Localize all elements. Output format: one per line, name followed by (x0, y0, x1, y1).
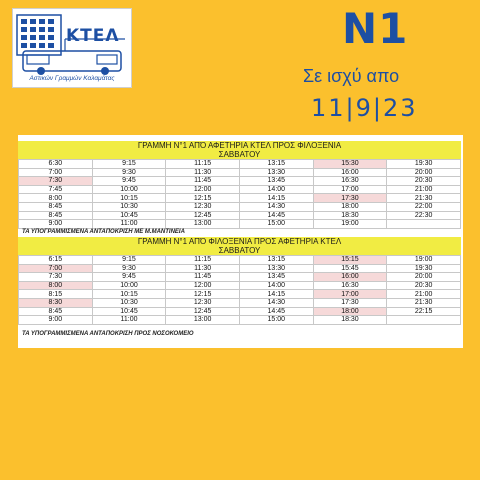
departure-time-cell: 21:00 (387, 290, 461, 299)
departure-time-cell: 10:15 (92, 290, 166, 299)
departure-time-cell: 8:30 (19, 298, 93, 307)
section2-note: ΤΑ ΥΠΟΓΡΑΜΜΙΣΜΕΝΑ ΑΝΤΑΠΟΚΡΙΣΗ ΠΡΟΣ ΝΟΣΟΚΟΜΕΙΟ (22, 331, 194, 337)
departure-time-cell: 20:00 (387, 168, 461, 177)
table-row (19, 256, 461, 265)
departure-time-cell: 20:30 (387, 281, 461, 290)
departure-time-cell: 12:45 (166, 307, 240, 316)
departure-time-cell: 22:15 (387, 307, 461, 316)
departure-time-cell: 9:30 (92, 168, 166, 177)
departure-time-cell: 18:30 (313, 316, 387, 325)
departure-time-cell: 14:00 (239, 185, 313, 194)
table-row (19, 211, 461, 220)
table-row (19, 168, 461, 177)
table-row (19, 281, 461, 290)
departure-time-cell: 14:00 (239, 281, 313, 290)
departure-time-cell: 9:30 (92, 264, 166, 273)
departure-time-cell: 8:45 (19, 307, 93, 316)
departure-time-cell: 15:00 (239, 220, 313, 229)
timetable-sheet (18, 135, 463, 348)
departure-time-cell: 17:00 (313, 185, 387, 194)
departure-time-cell: 18:30 (313, 211, 387, 220)
logo-subtitle: Αστικών Γραμμών Καλαμάτας (29, 75, 115, 82)
departure-time-cell: 6:30 (19, 160, 93, 169)
departure-time-cell: 21:00 (387, 185, 461, 194)
table-row (19, 273, 461, 282)
table-row (19, 194, 461, 203)
departure-time-cell: 19:00 (387, 256, 461, 265)
departure-time-cell: 9:15 (92, 160, 166, 169)
departure-time-cell: 18:00 (313, 307, 387, 316)
departure-time-cell: 7:30 (19, 177, 93, 186)
section2-day: ΣΑΒΒΑΤΟΥ (18, 246, 461, 255)
departure-time-cell: 8:00 (19, 281, 93, 290)
departure-time-cell: 11:30 (166, 168, 240, 177)
departure-time-cell: 17:30 (313, 298, 387, 307)
departure-time-cell: 22:30 (387, 211, 461, 220)
departure-time-cell: 9:00 (19, 316, 93, 325)
departure-time-cell: 10:45 (92, 307, 166, 316)
departure-time-cell: 19:30 (387, 264, 461, 273)
departure-time-cell: 14:30 (239, 202, 313, 211)
departure-time-cell: 17:00 (313, 290, 387, 299)
departure-time-cell: 10:45 (92, 211, 166, 220)
departure-time-cell: 15:45 (313, 264, 387, 273)
departure-time-cell: 21:30 (387, 194, 461, 203)
table-row (19, 177, 461, 186)
departure-time-cell: 14:15 (239, 194, 313, 203)
departure-time-cell: 20:30 (387, 177, 461, 186)
departure-time-cell: 10:15 (92, 194, 166, 203)
departure-time-cell: 15:00 (239, 316, 313, 325)
departure-time-cell: 10:00 (92, 185, 166, 194)
departure-time-cell: 16:00 (313, 168, 387, 177)
departure-time-cell: 15:30 (313, 160, 387, 169)
departure-time-cell: 13:30 (239, 264, 313, 273)
section2-table (18, 255, 461, 325)
departure-time-cell: 8:45 (19, 202, 93, 211)
departure-time-cell: 21:30 (387, 298, 461, 307)
ktel-logo (12, 8, 132, 88)
table-row (19, 220, 461, 229)
departure-time-cell: 7:00 (19, 264, 93, 273)
departure-time-cell: 8:15 (19, 290, 93, 299)
departure-time-cell: 11:30 (166, 264, 240, 273)
validity-label: Σε ισχύ απο (303, 66, 400, 86)
departure-time-cell: 16:30 (313, 177, 387, 186)
departure-time-cell: 7:00 (19, 168, 93, 177)
departure-time-cell: 14:45 (239, 307, 313, 316)
departure-time-cell: 7:30 (19, 273, 93, 282)
departure-time-cell: 12:00 (166, 185, 240, 194)
departure-time-cell: 13:00 (166, 220, 240, 229)
departure-time-cell: 10:30 (92, 202, 166, 211)
departure-time-cell: 13:45 (239, 273, 313, 282)
departure-time-cell: 16:00 (313, 273, 387, 282)
table-row (19, 185, 461, 194)
departure-time-cell: 17:30 (313, 194, 387, 203)
departure-time-cell: 19:30 (387, 160, 461, 169)
table-row (19, 316, 461, 325)
section1-table (18, 159, 461, 229)
departure-time-cell: 22:00 (387, 202, 461, 211)
table-row (19, 160, 461, 169)
departure-time-cell: 8:00 (19, 194, 93, 203)
section1-day: ΣΑΒΒΑΤΟΥ (18, 150, 461, 159)
departure-time-cell: 10:00 (92, 281, 166, 290)
departure-time-cell: 16:30 (313, 281, 387, 290)
departure-time-cell (387, 316, 461, 325)
departure-time-cell: 9:45 (92, 273, 166, 282)
departure-time-cell: 9:00 (19, 220, 93, 229)
departure-time-cell: 13:45 (239, 177, 313, 186)
departure-time-cell: 12:45 (166, 211, 240, 220)
table-row (19, 290, 461, 299)
table-row (19, 307, 461, 316)
departure-time-cell: 12:30 (166, 298, 240, 307)
departure-time-cell: 14:30 (239, 298, 313, 307)
departure-time-cell: 12:15 (166, 290, 240, 299)
departure-time-cell: 11:45 (166, 177, 240, 186)
departure-time-cell: 11:00 (92, 220, 166, 229)
departure-time-cell: 11:15 (166, 256, 240, 265)
departure-time-cell: 14:45 (239, 211, 313, 220)
departure-time-cell: 11:00 (92, 316, 166, 325)
departure-time-cell: 20:00 (387, 273, 461, 282)
departure-time-cell (387, 220, 461, 229)
logo-name: ΚΤΕΛ (66, 26, 120, 46)
departure-time-cell: 9:45 (92, 177, 166, 186)
departure-time-cell: 7:45 (19, 185, 93, 194)
departure-time-cell: 9:15 (92, 256, 166, 265)
departure-time-cell: 11:45 (166, 273, 240, 282)
departure-time-cell: 11:15 (166, 160, 240, 169)
departure-time-cell: 13:15 (239, 256, 313, 265)
departure-time-cell: 13:00 (166, 316, 240, 325)
table-row (19, 298, 461, 307)
departure-time-cell: 15:15 (313, 256, 387, 265)
departure-time-cell: 18:00 (313, 202, 387, 211)
departure-time-cell: 13:30 (239, 168, 313, 177)
effective-date: 11|9|23 (311, 94, 418, 122)
departure-time-cell: 14:15 (239, 290, 313, 299)
section1-title: ΓΡΑΜΜΗ Ν°1 ΑΠΌ ΑΦΕΤΗΡΙΑ ΚΤΕΛ ΠΡΟΣ ΦΙΛΟΞΕΝΙΑ (18, 141, 461, 150)
departure-time-cell: 19:00 (313, 220, 387, 229)
table-row (19, 202, 461, 211)
section1-note: ΤΑ ΥΠΟΓΡΑΜΜΙΣΜΕΝΑ ΑΝΤΑΠΟΚΡΙΣΗ ΜΕ Μ.ΜΑΝΤΙΝΕΙΑ (22, 229, 185, 235)
departure-time-cell: 10:30 (92, 298, 166, 307)
section2-title: ΓΡΑΜΜΗ Ν°1 ΑΠΌ ΦΙΛΟΞΕΝΙΑ ΠΡΟΣ ΑΦΕΤΗΡΙΑ ΚΤΕΛ (18, 237, 461, 246)
table-row (19, 264, 461, 273)
departure-time-cell: 12:00 (166, 281, 240, 290)
route-number: Ν1 (342, 4, 409, 53)
departure-time-cell: 8:45 (19, 211, 93, 220)
departure-time-cell: 12:30 (166, 202, 240, 211)
departure-time-cell: 6:15 (19, 256, 93, 265)
departure-time-cell: 12:15 (166, 194, 240, 203)
departure-time-cell: 13:15 (239, 160, 313, 169)
